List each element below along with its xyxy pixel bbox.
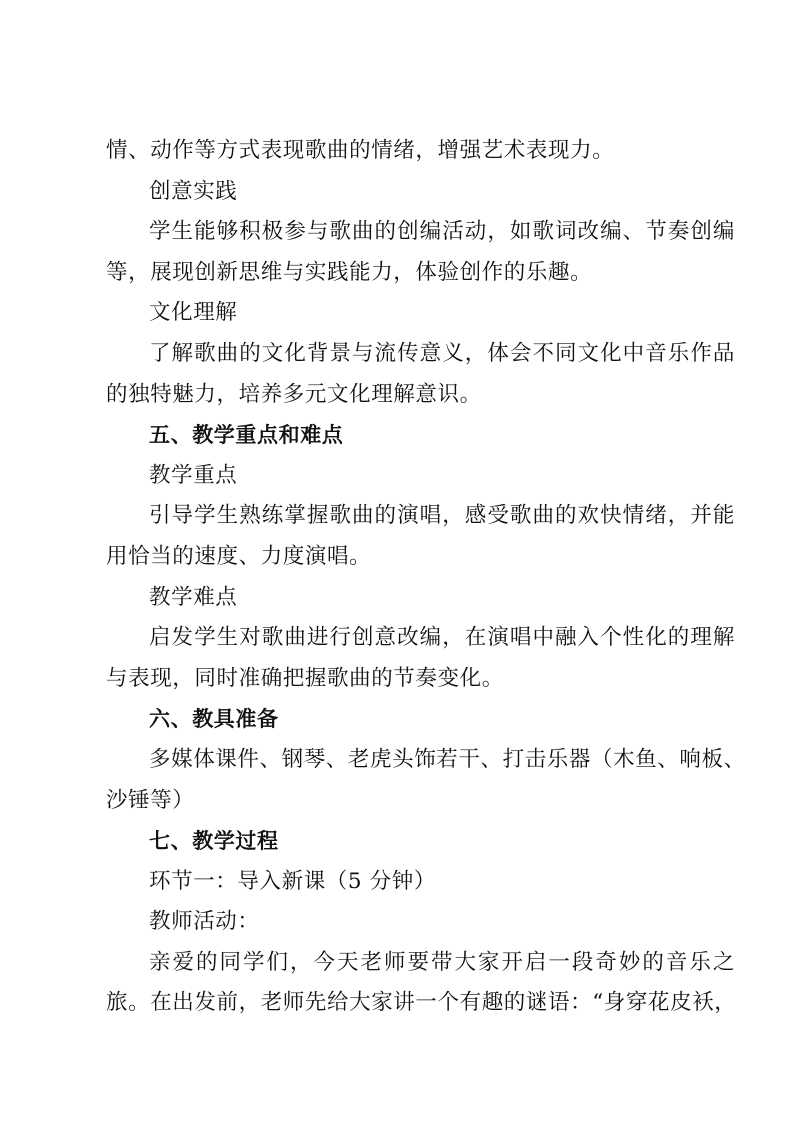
paragraph-line: 学生能够积极参与歌曲的创编活动，如歌词改编、节奏创编 — [149, 219, 735, 245]
section-heading-teaching-aids: 六、教具准备 — [149, 707, 279, 732]
paragraph-line: 情、动作等方式表现歌曲的情绪，增强艺术表现力。 — [106, 138, 615, 163]
subsection-title-teacher-activity: 教师活动： — [149, 909, 260, 935]
paragraph-line: 的独特魅力，培养多元文化理解意识。 — [106, 381, 482, 407]
subsection-title-teaching-focus: 教学重点 — [149, 462, 238, 488]
section-heading-key-points: 五、教学重点和难点 — [149, 423, 344, 448]
paragraph-line: 旅。在出发前，老师先给大家讲一个有趣的谜语：“身穿花皮袄， — [106, 990, 737, 1016]
paragraph-line: 等，展现创新思维与实践能力，体验创作的乐趣。 — [106, 259, 593, 285]
paragraph-line: 沙锤等） — [106, 787, 195, 813]
subsection-title-teaching-difficulty: 教学难点 — [149, 584, 238, 610]
paragraph-line: 多媒体课件、钢琴、老虎头饰若干、打击乐器（木鱼、响板、 — [149, 746, 746, 772]
document-body — [106, 131, 746, 1024]
section-heading-teaching-process: 七、教学过程 — [149, 829, 279, 854]
paragraph-line: 引导学生熟练掌握歌曲的演唱，感受歌曲的欢快情绪，并能 — [149, 503, 735, 529]
subsection-title-cultural-understanding: 文化理解 — [149, 300, 238, 326]
subsection-title-creative-practice: 创意实践 — [149, 178, 238, 204]
subsection-title-step-one: 环节一：导入新课（5 分钟） — [149, 868, 436, 894]
paragraph-line: 与表现，同时准确把握歌曲的节奏变化。 — [106, 665, 504, 691]
paragraph-line: 用恰当的速度、力度演唱。 — [106, 543, 372, 569]
paragraph-line: 启发学生对歌曲进行创意改编，在演唱中融入个性化的理解 — [149, 625, 735, 651]
paragraph-line: 亲爱的同学们，今天老师要带大家开启一段奇妙的音乐之 — [149, 949, 735, 975]
paragraph-line: 了解歌曲的文化背景与流传意义，体会不同文化中音乐作品 — [149, 340, 735, 366]
